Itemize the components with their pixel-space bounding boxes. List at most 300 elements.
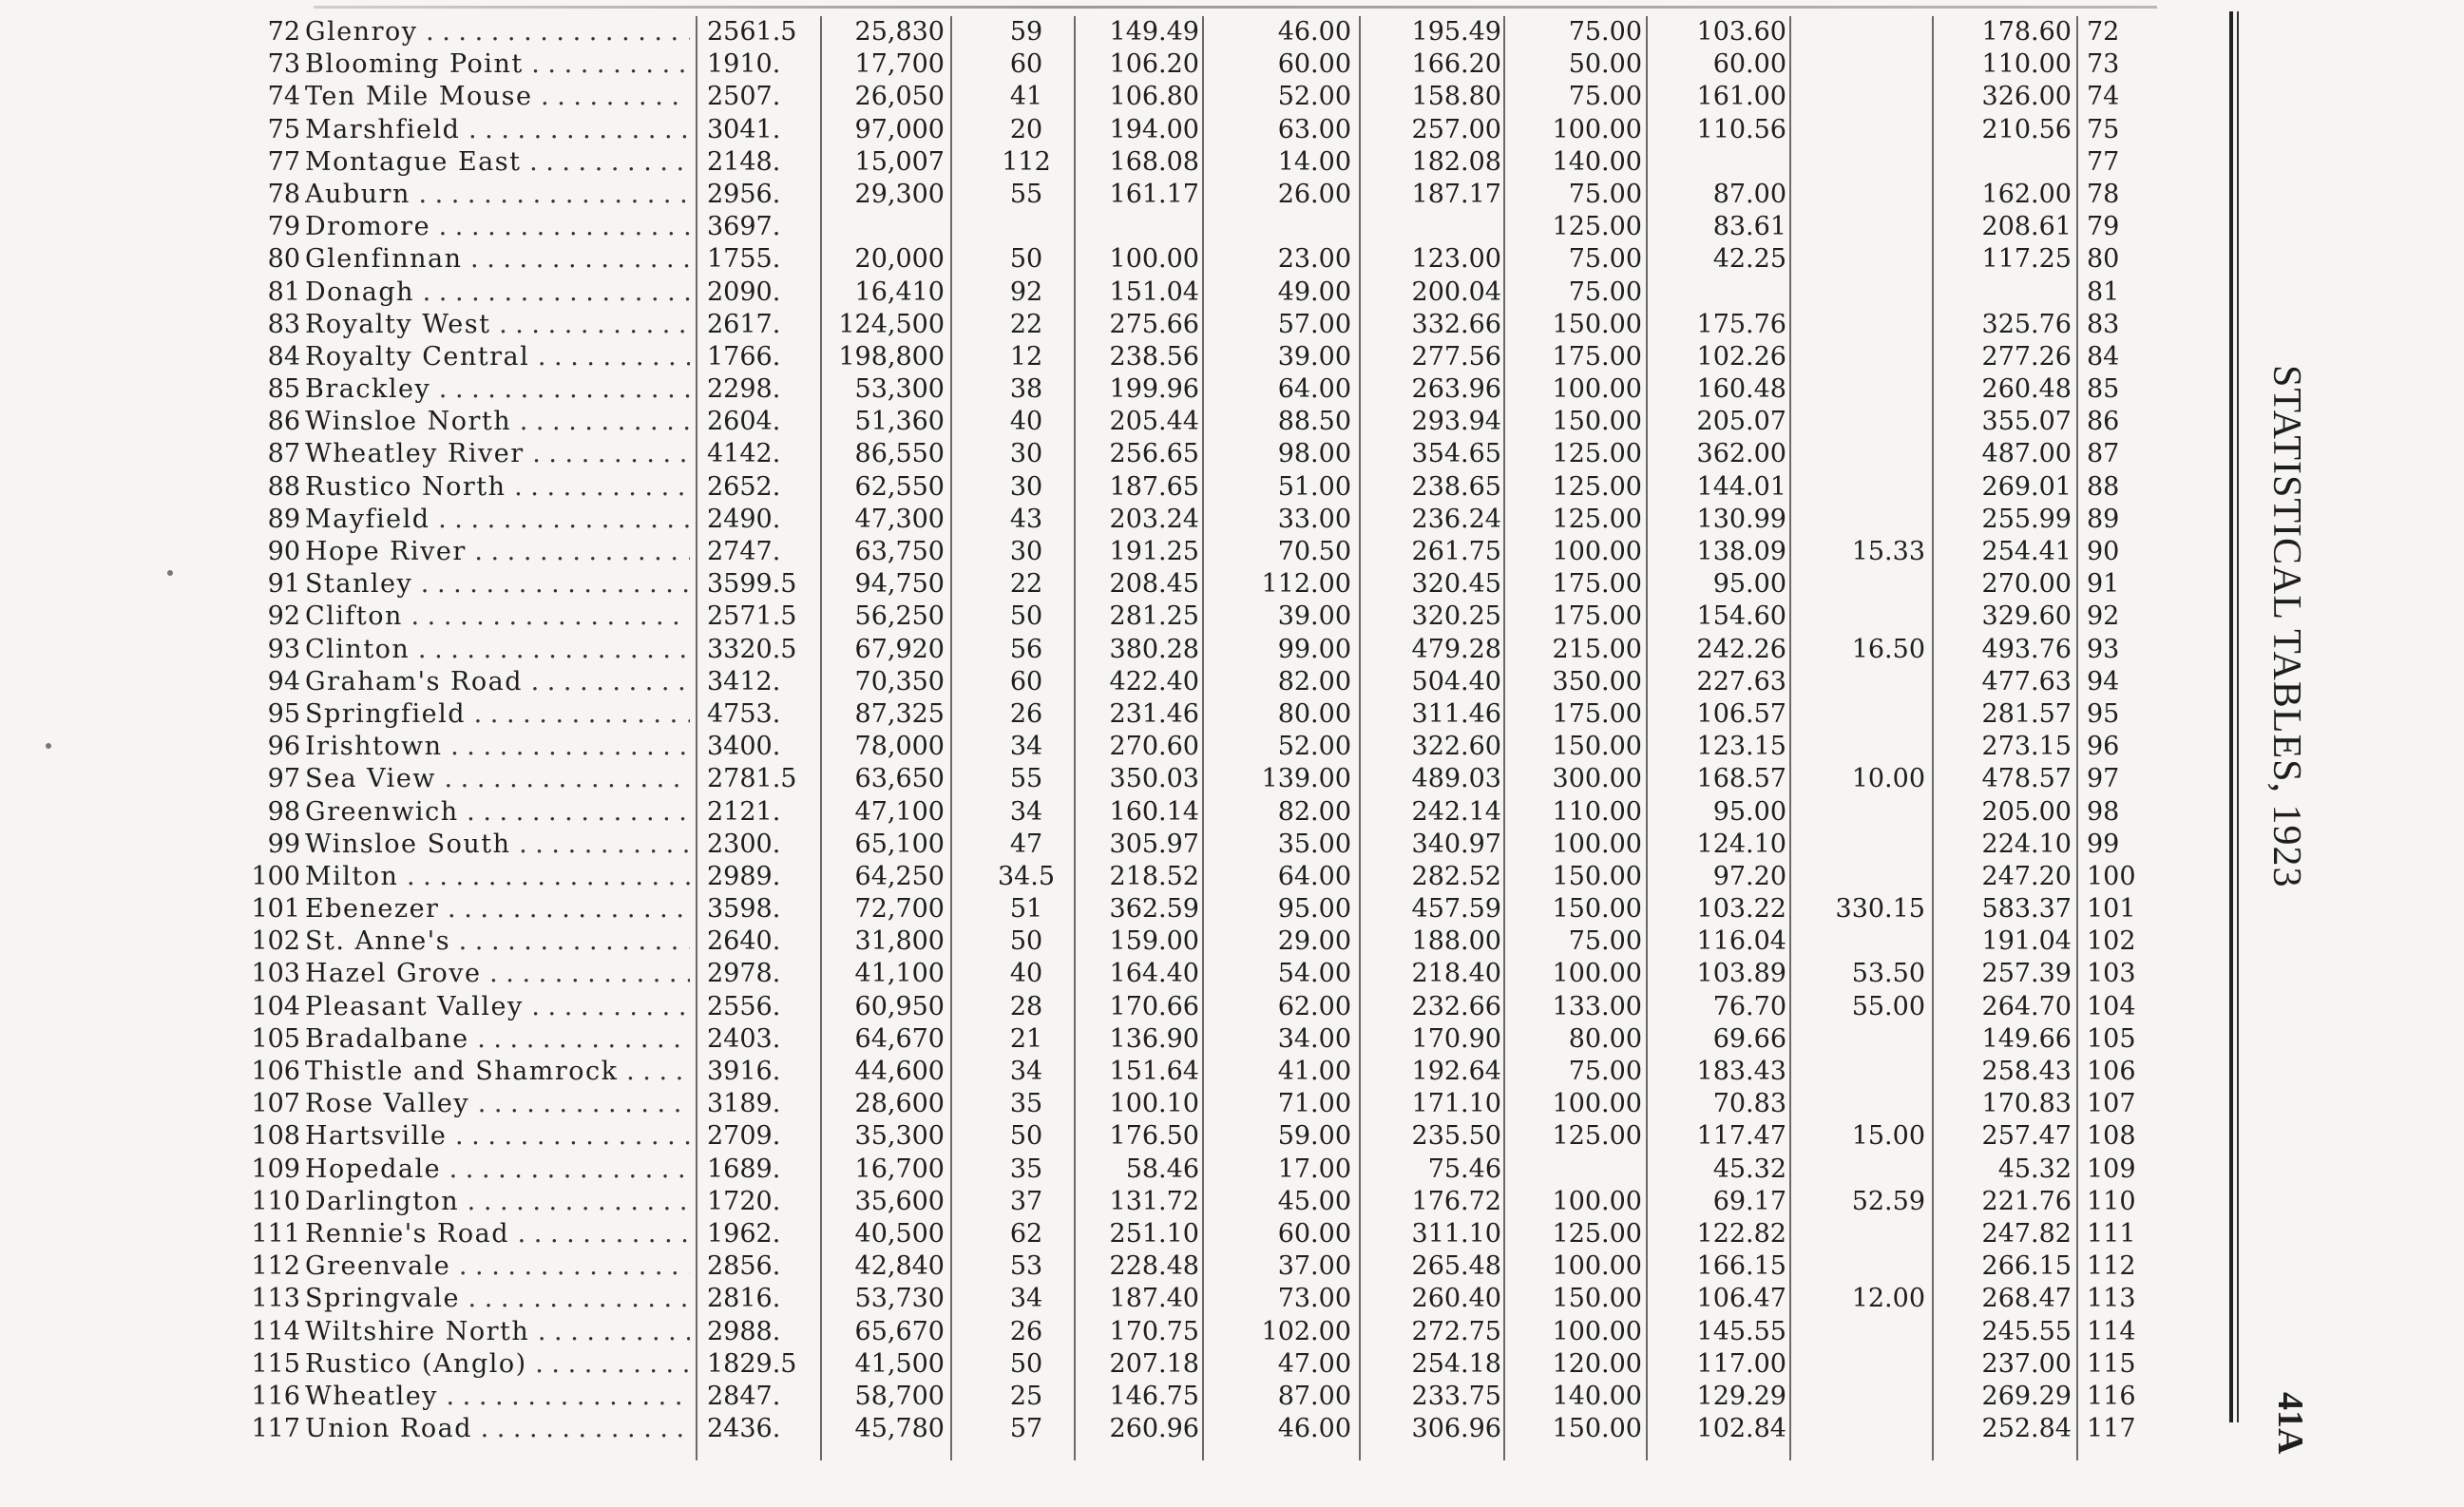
balance-cell: 103.89 [1696,959,1786,989]
school-number-right: 117 [2087,1414,2136,1444]
total-cell: 242.14 [1411,796,1501,827]
school-number-right: 77 [2087,146,2120,177]
grand-total-cell: 191.04 [1981,926,2072,957]
grand-total-cell: 237.00 [1981,1348,2072,1379]
table-row [0,861,2464,893]
supplement-cell: 102.00 [1261,1316,1351,1346]
school-number-right: 101 [2087,894,2136,925]
grant-cell: 140.00 [1552,146,1642,177]
district-area: 1910. [707,49,781,80]
school-number: 116 [251,1381,300,1411]
total-cell: 277.56 [1411,341,1501,372]
school-number: 104 [251,991,300,1021]
school-number: 117 [251,1414,300,1444]
balance-cell: 129.29 [1696,1381,1786,1411]
total-cell: 320.25 [1411,601,1501,632]
school-number: 75 [267,114,300,144]
grant-cell: 120.00 [1552,1348,1642,1379]
rate-value: 30 [1009,439,1043,469]
grant-cell: 100.00 [1552,1316,1642,1346]
assessed-value: 53,300 [854,374,945,405]
table-row [0,1154,2464,1186]
table-row [0,1056,2464,1088]
other-cell: 15.33 [1851,537,1925,566]
grand-total-cell: 477.63 [1981,666,2072,696]
school-number-right: 86 [2087,407,2120,437]
grand-total-cell: 210.56 [1981,114,2072,144]
grant-cell: 150.00 [1552,732,1642,762]
teacher-salary-cell: 164.40 [1109,959,1199,989]
district-name: Springvale . . . [305,1283,690,1315]
total-cell: 311.46 [1411,698,1501,729]
school-number: 89 [267,504,300,534]
grand-total-cell: 269.01 [1981,471,2072,502]
supplement-cell: 54.00 [1277,959,1351,989]
grant-cell: 150.00 [1552,894,1642,925]
table-row [0,341,2464,373]
grand-total-cell: 178.60 [1981,17,2072,47]
supplement-cell: 33.00 [1277,504,1351,534]
table-row [0,991,2464,1023]
total-cell: 192.64 [1411,1057,1501,1086]
assessed-value: 65,100 [854,829,945,859]
balance-cell: 103.22 [1696,894,1786,925]
supplement-cell: 63.00 [1277,114,1351,144]
supplement-cell: 87.00 [1277,1381,1351,1411]
table-row [0,114,2464,146]
grand-total-cell: 117.25 [1981,244,2072,275]
school-number: 87 [267,439,300,469]
district-name: Mayfield . . . [305,504,690,536]
assessed-value: 35,600 [854,1186,945,1216]
total-cell: 195.49 [1411,17,1501,47]
supplement-cell: 17.00 [1277,1154,1351,1184]
grant-cell: 100.00 [1552,1089,1642,1119]
supplement-cell: 60.00 [1277,1218,1351,1249]
total-cell: 123.00 [1411,244,1501,275]
district-area: 3320.5 [707,634,797,664]
total-cell: 188.00 [1411,926,1501,957]
teacher-salary-cell: 199.96 [1109,374,1199,405]
assessed-value: 63,650 [854,764,945,794]
rate-value: 50 [1009,926,1043,957]
school-number-right: 74 [2087,82,2120,112]
grant-cell: 80.00 [1568,1023,1642,1054]
assessed-value: 20,000 [854,244,945,275]
total-cell: 282.52 [1411,861,1501,891]
total-cell: 272.75 [1411,1316,1501,1346]
district-area: 3400. [707,732,781,762]
grant-cell: 110.00 [1552,796,1642,827]
school-number: 73 [267,49,300,80]
total-cell: 322.60 [1411,732,1501,762]
rate-value: 55 [1009,179,1043,209]
assessed-value: 47,100 [854,796,945,827]
school-number: 83 [267,309,300,339]
school-number-right: 93 [2087,634,2120,664]
balance-cell: 123.15 [1696,732,1786,762]
district-area: 2300. [707,829,781,859]
district-name: Clifton . . . [305,601,690,633]
teacher-salary-cell: 100.10 [1109,1089,1199,1119]
school-number-right: 113 [2087,1284,2136,1314]
supplement-cell: 95.00 [1277,894,1351,925]
district-name: Greenwich . . . [305,796,690,829]
rate-value: 35 [1009,1089,1043,1119]
district-name: Bradalbane . . . [305,1023,690,1056]
supplement-cell: 41.00 [1277,1057,1351,1086]
table-row [0,1120,2464,1153]
rate-value: 26 [1009,698,1043,729]
total-cell: 218.40 [1411,959,1501,989]
district-name: Glenroy . . . [305,16,690,48]
balance-cell: 144.01 [1696,471,1786,502]
balance-cell: 138.09 [1696,537,1786,566]
table-row [0,731,2464,763]
school-number: 74 [267,82,300,112]
school-number-right: 81 [2087,277,2120,307]
school-number: 102 [251,926,300,957]
school-number-right: 79 [2087,212,2120,242]
school-number-right: 97 [2087,764,2120,794]
district-name: Graham's Road . . . [305,666,690,698]
assessed-value: 47,300 [854,504,945,534]
rate-value: 41 [1009,82,1043,112]
district-area: 2436. [707,1414,781,1444]
school-number: 109 [251,1154,300,1184]
district-name: Montague East . . . [305,146,690,179]
school-number: 111 [251,1218,300,1249]
teacher-salary-cell: 380.28 [1109,634,1199,664]
grant-cell: 125.00 [1552,471,1642,502]
total-cell: 233.75 [1411,1381,1501,1411]
grand-total-cell: 255.99 [1981,504,2072,534]
grant-cell: 125.00 [1552,439,1642,469]
assessed-value: 41,500 [854,1348,945,1379]
rate-value: 40 [1009,959,1043,989]
supplement-cell: 59.00 [1277,1121,1351,1152]
teacher-salary-cell: 170.66 [1109,991,1199,1021]
rate-value: 59 [1009,17,1043,47]
grant-cell: 300.00 [1552,764,1642,794]
table-row [0,1283,2464,1315]
school-number-right: 92 [2087,601,2120,632]
district-area: 2989. [707,861,781,891]
rate-value: 22 [1009,309,1043,339]
total-cell: 236.24 [1411,504,1501,534]
table-row [0,16,2464,48]
supplement-cell: 51.00 [1277,471,1351,502]
balance-cell: 205.07 [1696,407,1786,437]
grant-cell: 100.00 [1552,1251,1642,1282]
district-name: Rustico (Anglo) . . . [305,1348,690,1381]
school-number: 97 [267,764,300,794]
supplement-cell: 60.00 [1277,49,1351,80]
other-cell: 52.59 [1851,1186,1925,1216]
total-cell: 257.00 [1411,114,1501,144]
district-area: 3189. [707,1089,781,1119]
school-number: 85 [267,374,300,405]
supplement-cell: 45.00 [1277,1186,1351,1216]
total-cell: 311.10 [1411,1218,1501,1249]
school-number: 84 [267,341,300,372]
total-cell: 457.59 [1411,894,1501,925]
supplement-cell: 71.00 [1277,1089,1351,1119]
table-row [0,601,2464,633]
district-area: 2556. [707,991,781,1021]
assessed-value: 198,800 [838,341,945,372]
table-row [0,1023,2464,1056]
teacher-salary-cell: 256.65 [1109,439,1199,469]
balance-cell: 69.17 [1712,1186,1786,1216]
rate-value: 53 [1009,1251,1043,1282]
teacher-salary-cell: 146.75 [1109,1381,1199,1411]
assessed-value: 28,600 [854,1089,945,1119]
district-name: Union Road . . . [305,1413,690,1445]
district-area: 2847. [707,1381,781,1411]
supplement-cell: 49.00 [1277,277,1351,307]
supplement-cell: 64.00 [1277,861,1351,891]
rate-value: 34 [1009,796,1043,827]
teacher-salary-cell: 100.00 [1109,244,1199,275]
grand-total-cell: 149.66 [1981,1023,2072,1054]
assessed-value: 41,100 [854,959,945,989]
district-area: 2121. [707,796,781,827]
grant-cell: 100.00 [1552,1186,1642,1216]
teacher-salary-cell: 270.60 [1109,732,1199,762]
total-cell: 170.90 [1411,1023,1501,1054]
district-name: Hope River . . . [305,536,690,568]
district-area: 2403. [707,1023,781,1054]
assessed-value: 25,830 [854,17,945,47]
teacher-salary-cell: 231.46 [1109,698,1199,729]
school-number: 91 [267,569,300,600]
grant-cell: 75.00 [1568,82,1642,112]
school-number-right: 94 [2087,666,2120,696]
table-row [0,1186,2464,1218]
total-cell: 261.75 [1411,537,1501,566]
district-area: 3412. [707,666,781,696]
district-name: Rustico North . . . [305,471,690,504]
district-name: Greenvale . . . [305,1250,690,1283]
assessed-value: 78,000 [854,732,945,762]
district-name: Milton . . . [305,861,690,893]
school-number-right: 83 [2087,309,2120,339]
district-area: 1766. [707,341,781,372]
teacher-salary-cell: 208.45 [1109,569,1199,600]
table-row [0,406,2464,438]
table-row [0,1088,2464,1120]
other-cell: 53.50 [1851,959,1925,989]
grant-cell: 75.00 [1568,926,1642,957]
school-number-right: 107 [2087,1089,2136,1119]
supplement-cell: 39.00 [1277,601,1351,632]
grand-total-cell: 583.37 [1981,894,2072,925]
total-cell: 489.03 [1411,764,1501,794]
teacher-salary-cell: 305.97 [1109,829,1199,859]
table-row [0,829,2464,861]
supplement-cell: 35.00 [1277,829,1351,859]
grant-cell: 125.00 [1552,1218,1642,1249]
balance-cell: 102.26 [1696,341,1786,372]
school-number: 99 [267,829,300,859]
grand-total-cell: 478.57 [1981,764,2072,794]
supplement-cell: 82.00 [1277,666,1351,696]
teacher-salary-cell: 362.59 [1109,894,1199,925]
table-row [0,925,2464,958]
district-name: Sea View . . . [305,763,690,795]
teacher-salary-cell: 422.40 [1109,666,1199,696]
total-cell: 260.40 [1411,1284,1501,1314]
grant-cell: 150.00 [1552,1284,1642,1314]
total-cell: 254.18 [1411,1348,1501,1379]
school-number: 80 [267,244,300,275]
assessed-value: 16,410 [854,277,945,307]
district-name: Wheatley . . . [305,1381,690,1413]
grand-total-cell: 224.10 [1981,829,2072,859]
table-row [0,958,2464,990]
rate-value: 37 [1009,1186,1043,1216]
rate-value: 26 [1009,1316,1043,1346]
district-name: Hazel Grove . . . [305,958,690,990]
district-name: Royalty West . . . [305,309,690,341]
teacher-salary-cell: 160.14 [1109,796,1199,827]
rate-value: 50 [1009,1121,1043,1152]
total-cell: 320.45 [1411,569,1501,600]
rate-value: 34 [1009,732,1043,762]
rate-value: 12 [1009,341,1043,372]
balance-cell: 110.56 [1696,114,1786,144]
teacher-salary-cell: 207.18 [1109,1348,1199,1379]
school-number: 81 [267,277,300,307]
school-number: 77 [267,146,300,177]
grant-cell: 150.00 [1552,407,1642,437]
grant-cell: 125.00 [1552,1121,1642,1152]
table-row [0,634,2464,666]
school-number-right: 99 [2087,829,2120,859]
school-number-right: 73 [2087,49,2120,80]
school-number: 110 [251,1186,300,1216]
rate-value: 50 [1009,601,1043,632]
teacher-salary-cell: 149.49 [1109,17,1199,47]
side-double-rule-thin [2237,11,2239,1422]
grand-total-cell: 487.00 [1981,439,2072,469]
rate-value: 34 [1009,1057,1043,1086]
balance-cell: 83.61 [1712,212,1786,242]
supplement-cell: 37.00 [1277,1251,1351,1282]
balance-cell: 106.57 [1696,698,1786,729]
school-number-right: 112 [2087,1251,2136,1282]
supplement-cell: 112.00 [1261,569,1351,600]
district-name: Winsloe South . . . [305,829,690,861]
grand-total-cell: 355.07 [1981,407,2072,437]
grant-cell: 100.00 [1552,114,1642,144]
school-number: 112 [251,1251,300,1282]
district-area: 1720. [707,1186,781,1216]
balance-cell: 116.04 [1696,926,1786,957]
teacher-salary-cell: 187.40 [1109,1284,1199,1314]
table-row [0,698,2464,731]
supplement-cell: 80.00 [1277,698,1351,729]
school-number: 94 [267,666,300,696]
grant-cell: 150.00 [1552,1414,1642,1444]
rate-value: 22 [1009,569,1043,600]
school-number-right: 85 [2087,374,2120,405]
school-number-right: 80 [2087,244,2120,275]
table-row [0,438,2464,470]
grant-cell: 150.00 [1552,309,1642,339]
grant-cell: 150.00 [1552,861,1642,891]
balance-cell: 362.00 [1696,439,1786,469]
school-number-right: 110 [2087,1186,2136,1216]
balance-cell: 106.47 [1696,1284,1786,1314]
balance-cell: 130.99 [1696,504,1786,534]
district-name: Springfield . . . [305,698,690,731]
total-cell: 176.72 [1411,1186,1501,1216]
district-area: 2090. [707,277,781,307]
assessed-value: 31,800 [854,926,945,957]
rate-value: 35 [1009,1154,1043,1184]
supplement-cell: 52.00 [1277,732,1351,762]
balance-cell: 60.00 [1712,49,1786,80]
district-name: Winsloe North . . . [305,406,690,438]
teacher-salary-cell: 260.96 [1109,1414,1199,1444]
other-cell: 10.00 [1851,764,1925,794]
school-number: 115 [251,1348,300,1379]
total-cell: 75.46 [1427,1154,1501,1184]
school-number: 106 [251,1057,300,1086]
grand-total-cell: 247.82 [1981,1218,2072,1249]
balance-cell: 117.47 [1696,1121,1786,1152]
balance-cell: 42.25 [1712,244,1786,275]
district-name: Auburn . . . [305,179,690,211]
rate-value: 62 [1009,1218,1043,1249]
grand-total-cell: 269.29 [1981,1381,2072,1411]
school-number: 113 [251,1284,300,1314]
school-number: 107 [251,1089,300,1119]
balance-cell: 117.00 [1696,1348,1786,1379]
table-row [0,243,2464,276]
grand-total-cell: 281.57 [1981,698,2072,729]
district-name: Stanley . . . [305,568,690,601]
statistics-table [0,16,2464,1445]
supplement-cell: 64.00 [1277,374,1351,405]
supplement-cell: 34.00 [1277,1023,1351,1054]
school-number-right: 78 [2087,179,2120,209]
supplement-cell: 82.00 [1277,796,1351,827]
total-cell: 263.96 [1411,374,1501,405]
balance-cell: 183.43 [1696,1057,1786,1086]
rate-value: 20 [1009,114,1043,144]
balance-cell: 69.66 [1712,1023,1786,1054]
district-area: 2148. [707,146,781,177]
grant-cell: 125.00 [1552,504,1642,534]
school-number-right: 109 [2087,1154,2136,1184]
table-row [0,666,2464,698]
balance-cell: 76.70 [1712,991,1786,1021]
supplement-cell: 70.50 [1277,537,1351,566]
rate-value: 50 [1009,1348,1043,1379]
district-name: Royalty Central . . . [305,341,690,373]
district-name: Hopedale . . . [305,1154,690,1186]
district-area: 3598. [707,894,781,925]
grand-total-cell: 254.41 [1981,537,2072,566]
district-area: 2561.5 [707,17,797,47]
district-area: 3599.5 [707,569,797,600]
supplement-cell: 57.00 [1277,309,1351,339]
supplement-cell: 52.00 [1277,82,1351,112]
assessed-value: 72,700 [854,894,945,925]
